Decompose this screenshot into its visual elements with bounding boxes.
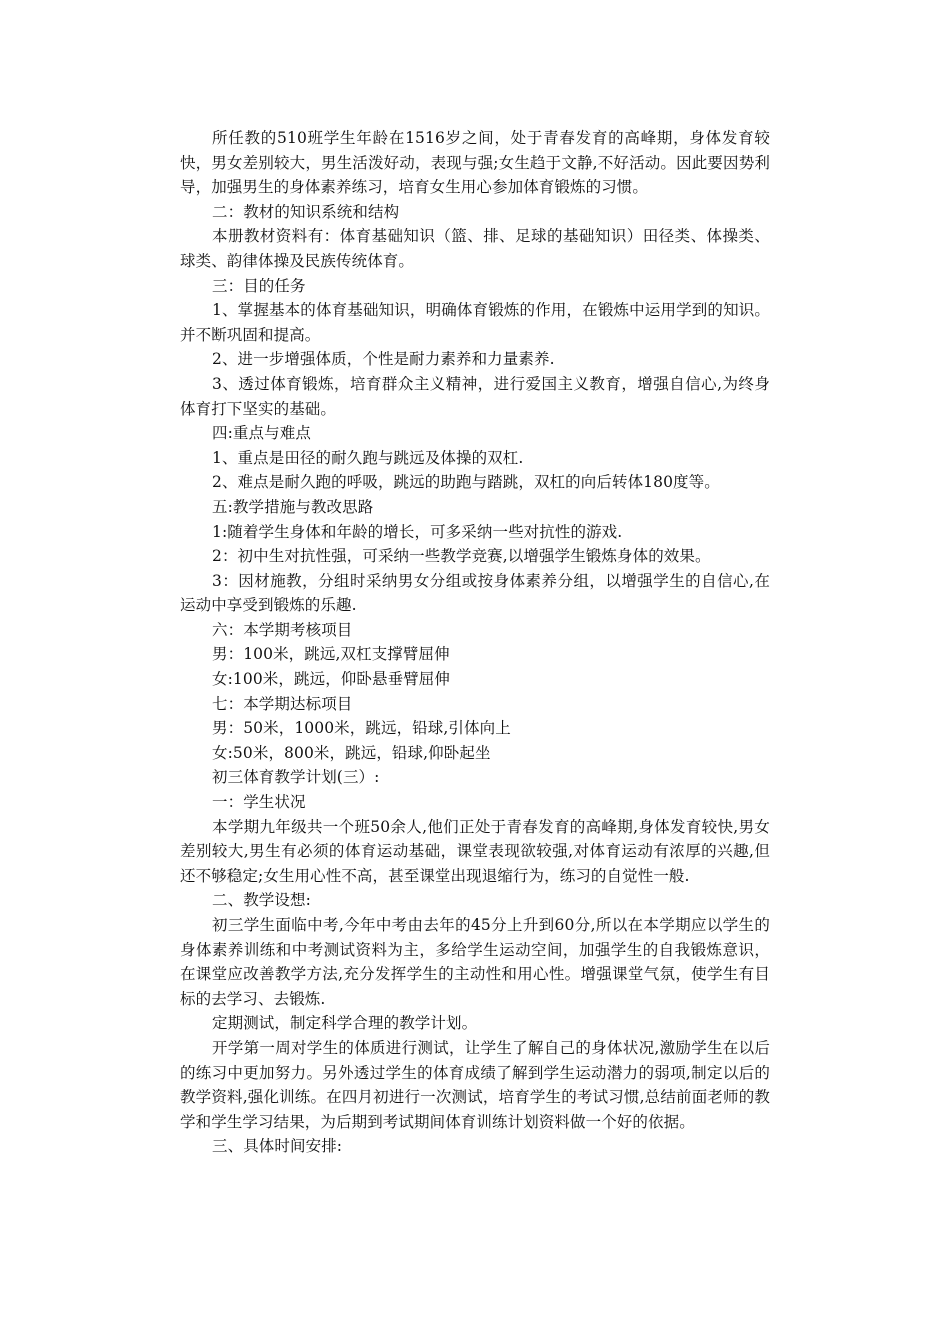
heading-teaching-ideas: 二、教学设想: (212, 891, 311, 910)
paragraph-objective-2: 2、进一步增强体质，个性是耐力素养和力量素养. (212, 350, 555, 369)
paragraph-grade-nine: 本学期九年级共一个班50余人,他们正处于青春发育的高峰期,身体发育较快,男女差别较大,男生有必须的体育运动基础，课堂表现欲较强,对体育运动有浓厚的兴趣,但还不够稳定;女生用心性不高，甚至课堂出现退缩行为，练习的自觉性一般. (180, 817, 770, 885)
paragraph-standard-female: 女:50米，800米，跳远，铅球,仰卧起坐 (212, 743, 491, 762)
heading-key-points: 四:重点与难点 (212, 424, 311, 443)
heading-student-situation: 一：学生状况 (212, 793, 306, 812)
paragraph-materials: 本册教材资料有：体育基础知识（篮、排、足球的基础知识）田径类、体操类、球类、韵律体操及民族传统体育。 (180, 227, 770, 270)
heading-objectives: 三：目的任务 (212, 276, 306, 295)
paragraph-student-situation: 所任教的510班学生年龄在1516岁之间，处于青春发育的高峰期，身体发育较快，男女差别较大，男生活泼好动，表现与强;女生趋于文静,不好活动。因此要因势利导，加强男生的身体素养练习，培育女生用心参加体育锻炼的习惯。 (180, 129, 770, 197)
heading-standard-items: 七：本学期达标项目 (212, 694, 353, 713)
paragraph-first-week-testing: 开学第一周对学生的体质进行测试，让学生了解自己的身体状况,激励学生在以后的练习中更加努力。另外透过学生的体育成绩了解到学生运动潜力的弱项,制定以后的教学资料,强化训练。在四月初进行一次测试，培育学生的考试习惯,总结前面老师的教学和学生学习结果，为后期到考试期间体育训练计划资料做一个好的依据。 (180, 1038, 770, 1131)
paragraph-objective-1: 1、掌握基本的体育基础知识，明确体育锻炼的作用，在锻炼中运用学到的知识。并不断巩固和提高。 (180, 301, 770, 344)
heading-teaching-measures: 五:教学措施与教改思路 (212, 497, 374, 516)
paragraph-exam-preparation: 初三学生面临中考,今年中考由去年的45分上升到60分,所以在本学期应以学生的身体素养训练和中考测试资料为主，多给学生运动空间，加强学生的自我锻炼意识，在课堂应改善教学方法,充分发挥学生的主动性和用心性。增强课堂气氛，使学生有目标的去学习、去锻炼. (180, 916, 770, 1008)
paragraph-measure-2: 2：初中生对抗性强，可采纳一些教学竞赛,以增强学生锻炼身体的效果。 (212, 547, 711, 566)
document-body (180, 126, 770, 1159)
heading-time-schedule: 三、具体时间安排: (212, 1137, 343, 1156)
paragraph-regular-testing: 定期测试，制定科学合理的教学计划。 (212, 1014, 478, 1033)
paragraph-measure-3: 3：因材施教，分组时采纳男女分组或按身体素养分组，以增强学生的自信心,在运动中享受到锻炼的乐趣. (180, 571, 770, 615)
paragraph-objective-3: 3、透过体育锻炼，培育群众主义精神，进行爱国主义教育，增强自信心,为终身体育打下坚实的基础。 (180, 374, 770, 418)
paragraph-assessment-male: 男：100米，跳远,双杠支撑臂屈伸 (212, 645, 450, 664)
paragraph-measure-1: 1:随着学生身体和年龄的增长，可多采纳一些对抗性的游戏. (212, 522, 623, 541)
paragraph-key-point-2: 2、难点是耐久跑的呼吸，跳远的助跑与踏跳，双杠的向后转体180度等。 (212, 473, 720, 492)
heading-assessment-items: 六：本学期考核项目 (212, 620, 353, 639)
paragraph-assessment-female: 女:100米，跳远，仰卧悬垂臂屈伸 (212, 670, 451, 689)
heading-plan-three: 初三体育教学计划(三）: (212, 768, 380, 787)
paragraph-standard-male: 男：50米，1000米，跳远，铅球,引体向上 (212, 719, 511, 738)
heading-materials-structure: 二：教材的知识系统和结构 (212, 202, 400, 221)
paragraph-key-point-1: 1、重点是田径的耐久跑与跳远及体操的双杠. (212, 448, 524, 467)
